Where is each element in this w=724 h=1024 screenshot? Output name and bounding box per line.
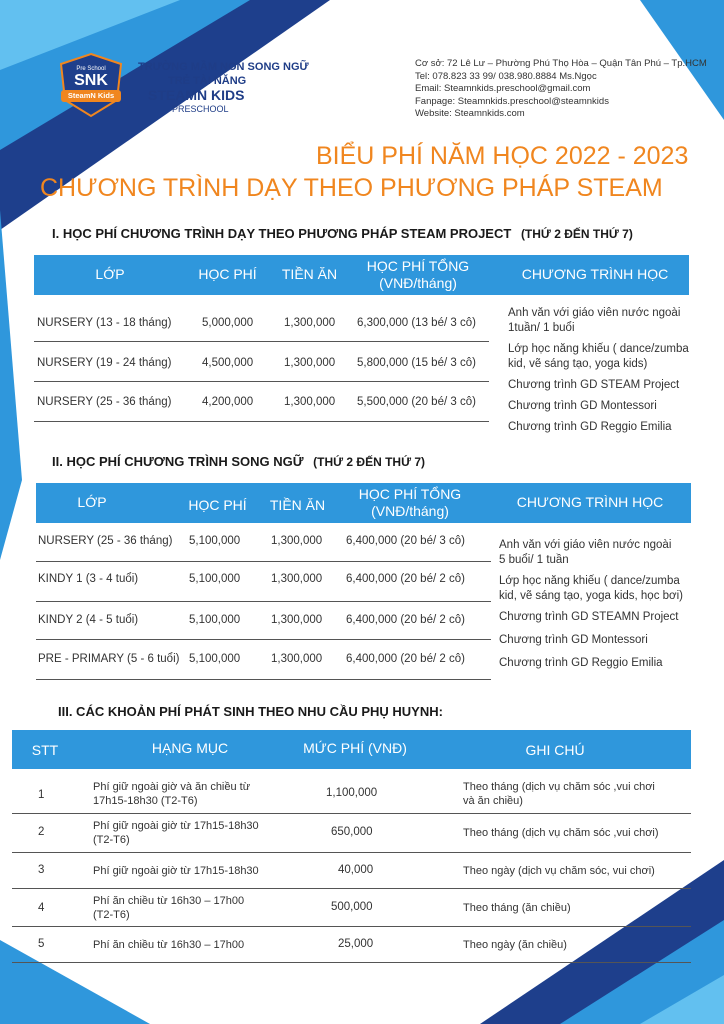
s3-row1-item-line2: 17h15-18h30 (T2-T6) bbox=[93, 795, 198, 807]
s3-row5-stt: 5 bbox=[38, 938, 45, 950]
contact-email: Email: Steamnkids.preschool@gmail.com bbox=[415, 83, 591, 94]
s3-row1-note-line2: và ăn chiều) bbox=[463, 795, 523, 807]
s2-program-line: Chương trình GD STEAMN Project bbox=[499, 611, 679, 623]
section1-programs bbox=[508, 306, 689, 435]
s2-row1-class: NURSERY (25 - 36 tháng) bbox=[38, 535, 173, 547]
s3-row2-note: Theo tháng (dịch vụ chăm sóc ,vui chơi) bbox=[463, 827, 659, 839]
school-name-line1: TRƯỜNG MẦM NON SONG NGỮ bbox=[138, 61, 309, 73]
s2-program-line: Lớp học năng khiếu ( dance/zumba bbox=[499, 575, 680, 587]
s1-program-line: kid, vẽ sáng tạo, yoga kids) bbox=[508, 358, 648, 370]
s3-row2-item-line1: Phí giữ ngoài giờ từ 17h15-18h30 bbox=[93, 820, 259, 832]
s1-program-line: Lớp học năng khiếu ( dance/zumba bbox=[508, 343, 689, 355]
page-title-2: CHƯƠNG TRÌNH DẠY THEO PHƯƠNG PHÁP STEAM bbox=[40, 174, 663, 202]
s2-col-total: HỌC PHÍ TỔNG bbox=[358, 486, 462, 502]
s3-divider bbox=[12, 813, 691, 814]
logo-main-text: SNK bbox=[74, 72, 108, 89]
logo-top-text: Pre School bbox=[76, 66, 106, 72]
s3-divider bbox=[12, 852, 691, 853]
contact-info bbox=[415, 58, 707, 121]
section1-days: (THỨ 2 ĐẾN THỨ 7) bbox=[520, 227, 633, 241]
s1-row3-class: NURSERY (25 - 36 tháng) bbox=[37, 396, 172, 408]
s1-row1-total: 6,300,000 (13 bé/ 3 cô) bbox=[357, 317, 476, 329]
s2-row3-fee: 5,100,000 bbox=[189, 614, 241, 626]
s2-col-total-unit: (VNĐ/tháng) bbox=[371, 503, 449, 519]
s2-divider bbox=[36, 561, 491, 562]
s3-row4-item bbox=[93, 894, 244, 922]
s2-col-fee: HỌC PHÍ bbox=[188, 497, 247, 513]
s1-row3-total: 5,500,000 (20 bé/ 3 cô) bbox=[357, 396, 476, 408]
s3-row2-item-line2: (T2-T6) bbox=[93, 834, 130, 846]
s3-row2-item bbox=[93, 819, 259, 847]
s2-row1-total: 6,400,000 (20 bé/ 3 cô) bbox=[346, 535, 465, 547]
s2-program-line: Chương trình GD Reggio Emilia bbox=[499, 657, 663, 669]
s3-row4-fee: 500,000 bbox=[331, 901, 373, 913]
s3-col-note: GHI CHÚ bbox=[525, 742, 585, 758]
s2-row2-meal: 1,300,000 bbox=[271, 573, 323, 585]
section2-days: (THỨ 2 ĐẾN THỨ 7) bbox=[313, 455, 426, 469]
s3-row1-note-line1: Theo tháng (dịch vụ chăm sóc ,vui chơi bbox=[463, 781, 655, 793]
s3-row2-stt: 2 bbox=[38, 826, 45, 838]
s1-bottom-line bbox=[34, 421, 489, 422]
s3-row2-fee: 650,000 bbox=[331, 826, 373, 838]
s2-program-line: 5 buổi/ 1 tuần bbox=[499, 554, 569, 566]
school-logo bbox=[55, 52, 127, 118]
s2-col-program: CHƯƠNG TRÌNH HỌC bbox=[516, 494, 664, 510]
s1-row3-fee: 4,200,000 bbox=[202, 396, 254, 408]
s3-col-fee: MỨC PHÍ (VNĐ) bbox=[303, 740, 407, 756]
s2-divider bbox=[36, 601, 491, 602]
s2-row4-fee: 5,100,000 bbox=[189, 653, 241, 665]
s2-row3-meal: 1,300,000 bbox=[271, 614, 323, 626]
s2-row2-class: KINDY 1 (3 - 4 tuổi) bbox=[38, 573, 139, 585]
s3-row3-item: Phí giữ ngoài giờ từ 17h15-18h30 bbox=[93, 865, 259, 877]
s1-row2-fee: 4,500,000 bbox=[202, 357, 254, 369]
s1-col-total: HỌC PHÍ TỔNG bbox=[366, 258, 470, 274]
contact-address: Cơ sở: 72 Lê Lư – Phường Phú Thọ Hòa – Quận Tân Phú – Tp.HCM bbox=[415, 58, 707, 69]
s2-bottom-line bbox=[36, 679, 491, 680]
s3-row1-stt: 1 bbox=[38, 789, 45, 801]
s3-col-stt: STT bbox=[31, 742, 59, 758]
s3-row3-note: Theo ngày (dịch vụ chăm sóc, vui chơi) bbox=[463, 865, 655, 877]
s3-row5-fee: 25,000 bbox=[338, 938, 374, 950]
s1-row1-fee: 5,000,000 bbox=[202, 317, 254, 329]
s3-row1-fee: 1,100,000 bbox=[326, 787, 378, 799]
contact-fanpage: Fanpage: Steamnkids.preschool@steamnkids bbox=[415, 95, 609, 107]
s1-col-class: LỚP bbox=[95, 266, 125, 282]
logo-bottom-text: SteamN Kids bbox=[67, 91, 115, 100]
s3-row3-stt: 3 bbox=[38, 864, 45, 876]
s2-row3-class: KINDY 2 (4 - 5 tuổi) bbox=[38, 614, 139, 626]
s2-row4-meal: 1,300,000 bbox=[271, 653, 323, 665]
s3-row4-item-line2: (T2-T6) bbox=[93, 909, 130, 921]
s1-row1-class: NURSERY (13 - 18 tháng) bbox=[37, 317, 172, 329]
s2-divider bbox=[36, 639, 491, 640]
page-title-1: BIỂU PHÍ NĂM HỌC 2022 - 2023 bbox=[316, 142, 689, 170]
section1-heading bbox=[52, 226, 633, 241]
s1-row2-class: NURSERY (19 - 24 tháng) bbox=[37, 357, 172, 369]
s1-col-meal: TIỀN ĂN bbox=[281, 266, 338, 282]
s3-bottom-line bbox=[12, 962, 691, 963]
s3-row4-stt: 4 bbox=[38, 902, 45, 914]
s3-row4-item-line1: Phí ăn chiều từ 16h30 – 17h00 bbox=[93, 895, 245, 907]
s1-row2-meal: 1,300,000 bbox=[284, 357, 336, 369]
s2-program-line: kid, vẽ sáng tạo, yoga kids, học bơi) bbox=[499, 590, 683, 602]
s1-divider bbox=[34, 381, 489, 382]
s1-program-line: Anh văn với giáo viên nước ngoài bbox=[508, 307, 681, 319]
s2-row4-class: PRE - PRIMARY (5 - 6 tuổi) bbox=[38, 653, 180, 665]
s3-col-item: HẠNG MỤC bbox=[151, 740, 229, 756]
school-name-line4: PRESCHOOL bbox=[172, 104, 229, 114]
s1-program-line: 1tuần/ 1 buổi bbox=[508, 322, 575, 334]
s3-divider bbox=[12, 926, 691, 927]
s1-program-line: Chương trình GD STEAM Project bbox=[508, 379, 680, 391]
s3-divider bbox=[12, 888, 691, 889]
s1-col-total-unit: (VNĐ/tháng) bbox=[379, 275, 457, 291]
contact-website: Website: Steamnkids.com bbox=[415, 108, 525, 119]
s1-col-fee: HỌC PHÍ bbox=[198, 266, 257, 282]
s3-row1-note bbox=[463, 780, 655, 808]
s2-col-meal: TIỀN ĂN bbox=[269, 497, 326, 513]
s2-row1-fee: 5,100,000 bbox=[189, 535, 241, 547]
s1-row3-meal: 1,300,000 bbox=[284, 396, 336, 408]
s2-row2-total: 6,400,000 (20 bé/ 2 cô) bbox=[346, 573, 465, 585]
s2-row3-total: 6,400,000 (20 bé/ 2 cô) bbox=[346, 614, 465, 626]
s2-program-line: Chương trình GD Montessori bbox=[499, 634, 648, 646]
s1-col-program: CHƯƠNG TRÌNH HỌC bbox=[521, 266, 669, 282]
school-name-line3: STEAMN KIDS bbox=[148, 87, 245, 103]
s2-col-class: LỚP bbox=[77, 494, 107, 510]
section2-title: II. HỌC PHÍ CHƯƠNG TRÌNH SONG NGỮ bbox=[52, 454, 304, 469]
s3-row5-note: Theo ngày (ăn chiều) bbox=[463, 939, 567, 951]
section3-heading: III. CÁC KHOẢN PHÍ PHÁT SINH THEO NHU CẦU PHỤ HUYNH: bbox=[58, 704, 443, 719]
section2-programs bbox=[499, 538, 683, 671]
s1-program-line: Chương trình GD Reggio Emilia bbox=[508, 421, 672, 433]
section2-heading bbox=[52, 454, 425, 469]
s2-row2-fee: 5,100,000 bbox=[189, 573, 241, 585]
s3-row4-note: Theo tháng (ăn chiều) bbox=[463, 902, 571, 914]
s3-row5-item: Phí ăn chiều từ 16h30 – 17h00 bbox=[93, 939, 245, 951]
contact-phone: Tel: 078.823 33 99/ 038.980.8884 Ms.Ngọc bbox=[415, 70, 597, 82]
s3-row1-item bbox=[93, 780, 250, 808]
s2-row4-total: 6,400,000 (20 bé/ 2 cô) bbox=[346, 653, 465, 665]
s2-row1-meal: 1,300,000 bbox=[271, 535, 323, 547]
s3-row1-item-line1: Phí giữ ngoài giờ và ăn chiều từ bbox=[93, 781, 251, 793]
s1-row2-total: 5,800,000 (15 bé/ 3 cô) bbox=[357, 357, 476, 369]
school-name-line2: TRẺ TÀI NĂNG bbox=[168, 75, 247, 87]
s1-row1-meal: 1,300,000 bbox=[284, 317, 336, 329]
s2-program-line: Anh văn với giáo viên nước ngoài bbox=[499, 539, 672, 551]
s1-program-line: Chương trình GD Montessori bbox=[508, 400, 657, 412]
s1-divider bbox=[34, 341, 489, 342]
s3-row3-fee: 40,000 bbox=[338, 864, 374, 876]
section1-title: I. HỌC PHÍ CHƯƠNG TRÌNH DẠY THEO PHƯƠNG PHÁP STEAM PROJECT bbox=[52, 226, 512, 241]
